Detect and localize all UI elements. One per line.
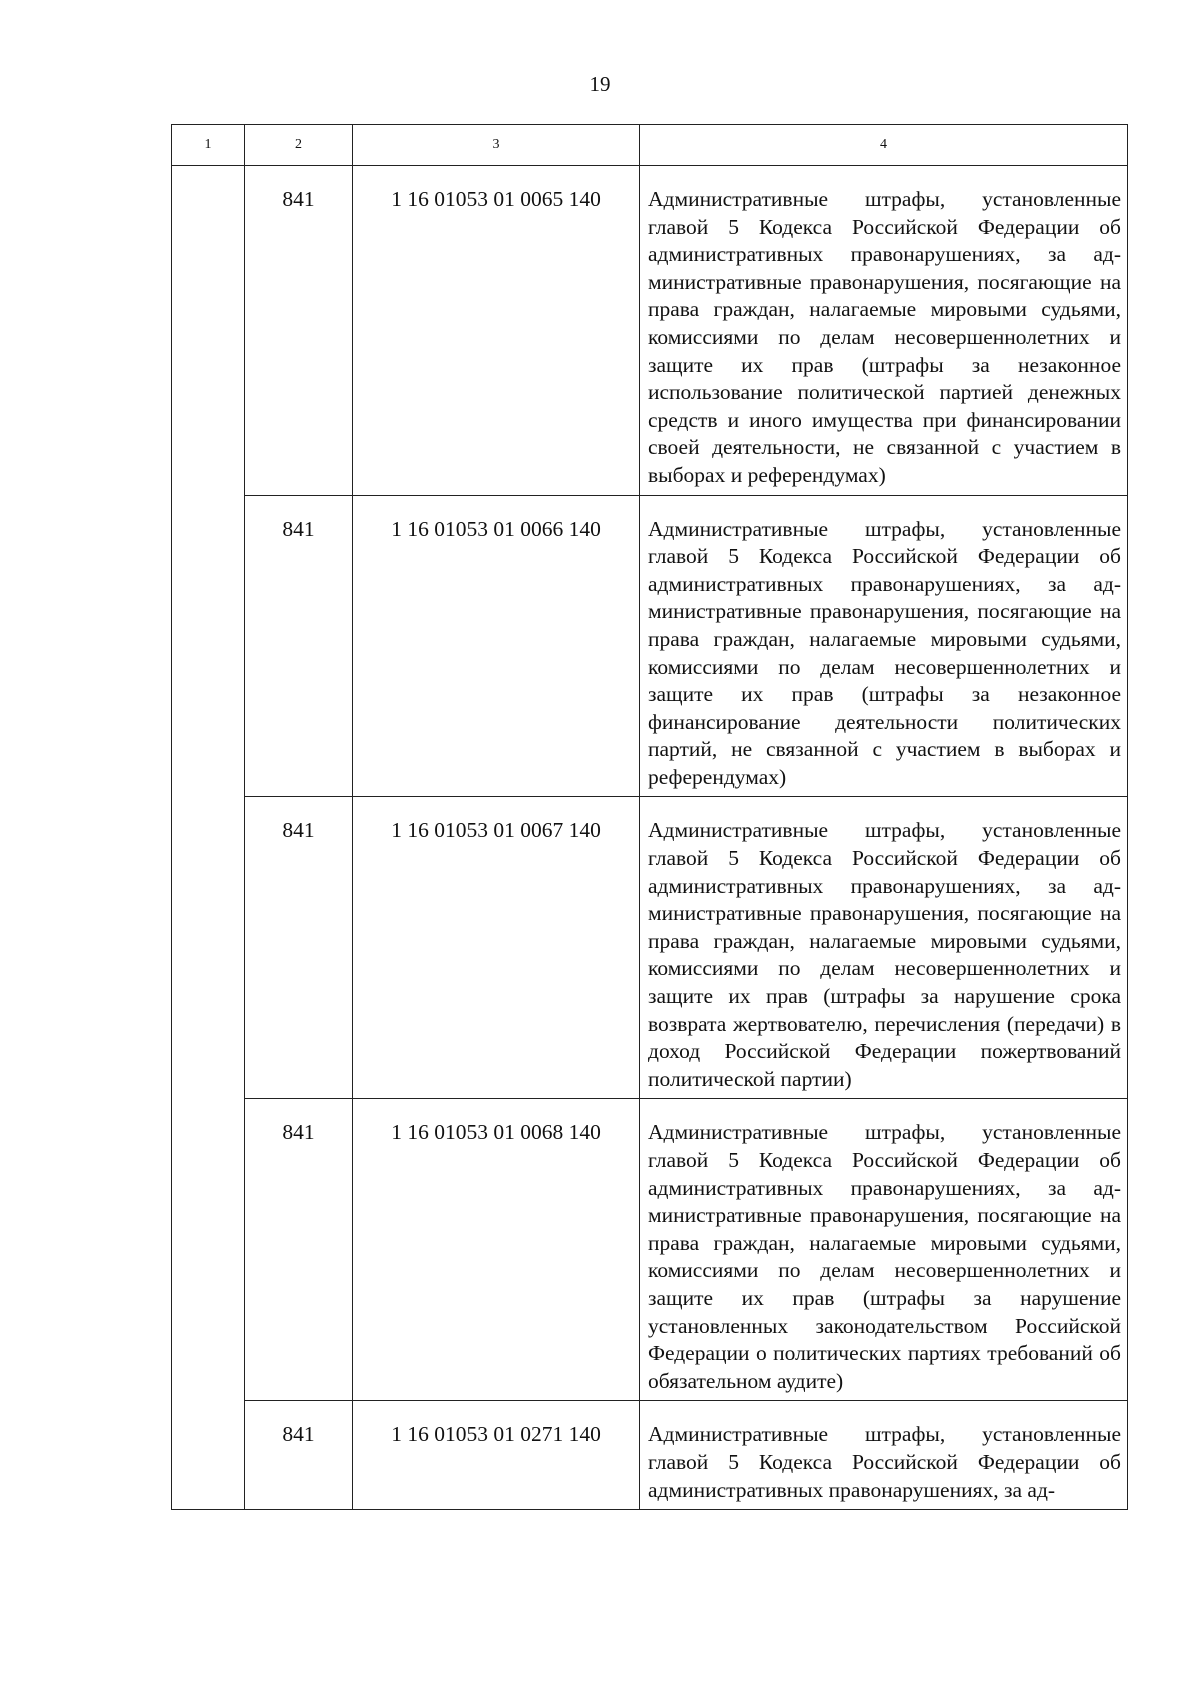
description-cell: Административные штрафы, установленные главой 5 Кодекса Российской Федерации об административных правонарушениях, за ад- (640, 1401, 1128, 1510)
table-row (172, 166, 1128, 496)
column-header-4: 4 (640, 125, 1128, 166)
admin-code-cell: 841 (245, 495, 353, 797)
table-row (172, 1401, 1128, 1510)
table-row (172, 797, 1128, 1099)
admin-code-cell: 841 (245, 797, 353, 1099)
table-row (172, 495, 1128, 797)
income-code-cell: 1 16 01053 01 0068 140 (353, 1099, 640, 1401)
admin-code-cell: 841 (245, 166, 353, 496)
budget-classification-table (171, 124, 1128, 1510)
page-number: 19 (589, 72, 611, 96)
group-cell (172, 166, 245, 1510)
description-cell: Административные штрафы, установленные главой 5 Кодекса Российской Федерации об административных правонарушениях, за административные правонарушения, посягающие на права граждан, налагаемые мировыми судьями, комиссиями по делам несовершеннолетних и защите их прав (штрафы за нарушение установленных законодательством Российской Федерации о политических партиях требований об обязательном аудите) (640, 1099, 1128, 1401)
description-cell: Административные штрафы, установленные главой 5 Кодекса Российской Федерации об административных правонарушениях, за административные правонарушения, посягающие на права граждан, налагаемые мировыми судьями, комиссиями по делам несовершеннолетних и защите их прав (штрафы за нарушение срока возврата жертвователю, перечисления (передачи) в доход Российской Федерации пожертвований политической партии) (640, 797, 1128, 1099)
income-code-cell: 1 16 01053 01 0065 140 (353, 166, 640, 496)
column-header-3: 3 (353, 125, 640, 166)
description-cell: Административные штрафы, установленные главой 5 Кодекса Российской Федерации об административных правонарушениях, за административные правонарушения, посягающие на права граждан, налагаемые мировыми судьями, комиссиями по делам несовершеннолетних и защите их прав (штрафы за незаконное финансирование деятельности политических партий, не связанной с участием в выборах и референдумах) (640, 495, 1128, 797)
table-row (172, 1099, 1128, 1401)
admin-code-cell: 841 (245, 1099, 353, 1401)
income-code-cell: 1 16 01053 01 0271 140 (353, 1401, 640, 1510)
header-row (172, 125, 1128, 166)
income-code-cell: 1 16 01053 01 0067 140 (353, 797, 640, 1099)
admin-code-cell: 841 (245, 1401, 353, 1510)
income-code-cell: 1 16 01053 01 0066 140 (353, 495, 640, 797)
column-header-2: 2 (245, 125, 353, 166)
description-cell: Административные штрафы, установленные главой 5 Кодекса Российской Федерации об административных правонарушениях, за административные правонарушения, посягающие на права граждан, налагаемые мировыми судьями, комиссиями по делам несовершеннолетних и защите их прав (штрафы за незаконное использование политической партией денежных средств и иного имущества при финансировании своей деятельности, не связанной с участием в выборах и референдумах) (640, 166, 1128, 496)
column-header-1: 1 (172, 125, 245, 166)
